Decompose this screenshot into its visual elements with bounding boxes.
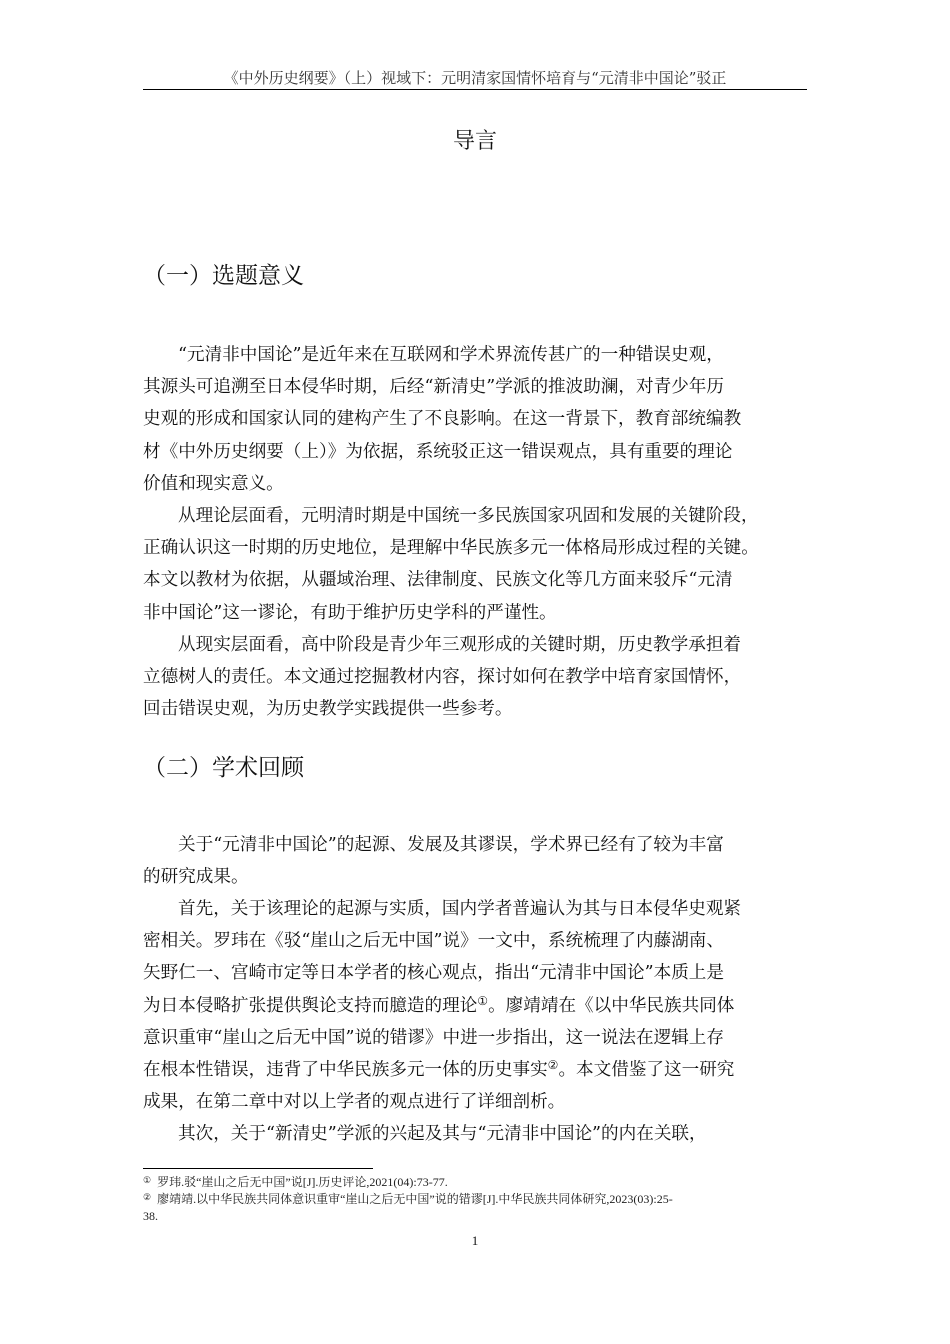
page-number: 1 <box>471 1233 479 1248</box>
text-line: 首先，关于该理论的起源与实质，国内学者普遍认为其与日本侵华史观紧 <box>178 899 742 919</box>
text-line: 成果，在第二章中对以上学者的观点进行了详细剖析。 <box>143 1092 566 1113</box>
footnote-text: 廖靖靖.以中华民族共同体意识重审“崖山之后无中国”说的错谬[J].中华民族共同体研究,2023(03):25- <box>157 1192 673 1206</box>
footnote-rule <box>143 1168 373 1169</box>
footnote-mark: ② <box>143 1192 152 1202</box>
text-line: 从现实层面看，高中阶段是青少年三观形成的关键时期，历史教学承担着 <box>178 635 742 655</box>
section-heading-review: （二）学术回顾 <box>143 755 304 781</box>
text-segment: 。本文借鉴了这一研究 <box>558 1059 735 1080</box>
text-line: 其源头可追溯至日本侵华时期，后经“新清史”学派的推波助澜，对青少年历 <box>143 377 724 398</box>
text-line: 的研究成果。 <box>143 867 249 888</box>
footnote-ref-2[interactable]: ② <box>547 1057 559 1072</box>
text-line: 史观的形成和国家认同的建构产生了不良影响。在这一背景下，教育部统编教 <box>143 409 742 430</box>
footnote-text: 罗玮.驳“崖山之后无中国”说[J].历史评论,2021(04):73-77. <box>157 1175 448 1189</box>
text-line: 非中国论”这一谬论，有助于维护历史学科的严谨性。 <box>143 602 557 623</box>
text-line: “元清非中国论”是近年来在互联网和学术界流传甚广的一种错误史观， <box>178 345 724 365</box>
footnotes <box>143 1174 807 1225</box>
text-line: 其次，关于“新清史”学派的兴起及其与“元清非中国论”的内在关联， <box>178 1124 707 1144</box>
text-segment: 在根本性错误，违背了中华民族多元一体的历史事实 <box>143 1059 548 1080</box>
footnote-2 <box>143 1191 807 1208</box>
text-line: 立德树人的责任。本文通过挖掘教材内容，探讨如何在教学中培育家国情怀， <box>143 667 742 688</box>
chapter-title: 导言 <box>452 129 497 154</box>
text-line: 意识重审“崖山之后无中国”说的错谬》中进一步指出，这一说法在逻辑上存 <box>143 1027 724 1048</box>
text-line: 正确认识这一时期的历史地位，是理解中华民族多元一体格局形成过程的关键。 <box>143 538 759 559</box>
paragraph <box>143 829 807 893</box>
paragraph <box>143 893 807 1118</box>
footnote-ref-1[interactable]: ① <box>477 993 489 1008</box>
text-line: 密相关。罗玮在《驳“崖山之后无中国”说》一文中，系统梳理了内藤湖南、 <box>143 931 724 952</box>
paragraph <box>143 629 807 726</box>
section-heading-significance: （一）选题意义 <box>143 263 304 289</box>
text-line: 从理论层面看，元明清时期是中国统一多民族国家巩固和发展的关键阶段， <box>178 506 759 526</box>
text-line-with-note <box>143 1054 807 1086</box>
text-line: 回击错误史观，为历史教学实践提供一些参考。 <box>143 699 513 720</box>
text-segment: 。廖靖靖在《以中华民族共同体 <box>488 995 735 1016</box>
text-segment: 为日本侵略扩张提供舆论支持而臆造的理论 <box>143 995 478 1016</box>
paragraph <box>143 500 807 629</box>
text-line: 材《中外历史纲要（上）》为依据，系统驳正这一错误观点，具有重要的理论 <box>143 441 733 462</box>
text-line: 关于“元清非中国论”的起源、发展及其谬误，学术界已经有了较为丰富 <box>178 835 724 855</box>
footnote-mark: ① <box>143 1175 152 1185</box>
running-header: 《中外历史纲要》（上）视域下：元明清家国情怀培育与“元清非中国论”驳正 <box>223 69 727 87</box>
footnote-2-continued: 38. <box>143 1209 158 1223</box>
text-line: 本文以教材为依据，从疆域治理、法律制度、民族文化等几方面来驳斥“元清 <box>143 570 733 591</box>
footnote-1 <box>143 1174 807 1191</box>
header-rule <box>143 89 807 90</box>
text-line-with-note <box>143 990 807 1022</box>
paragraph <box>143 1118 807 1150</box>
text-line: 价值和现实意义。 <box>143 473 284 494</box>
text-line: 矢野仁一、宫崎市定等日本学者的核心观点，指出“元清非中国论”本质上是 <box>143 963 724 984</box>
paragraph <box>143 339 807 500</box>
